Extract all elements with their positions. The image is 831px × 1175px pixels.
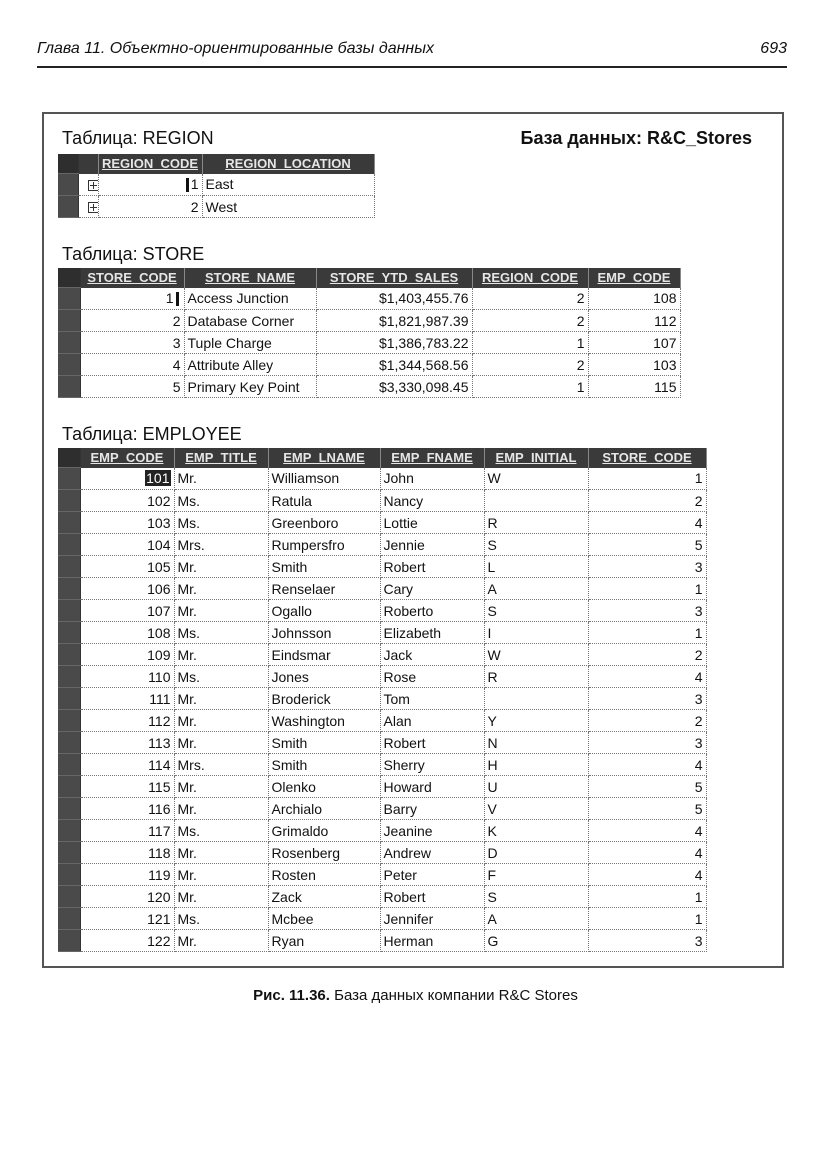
row-selector[interactable] bbox=[58, 688, 80, 710]
table-cell[interactable]: Andrew bbox=[380, 842, 484, 864]
row-selector[interactable] bbox=[58, 820, 80, 842]
table-cell[interactable]: 112 bbox=[588, 310, 680, 332]
table-cell[interactable]: S bbox=[484, 886, 588, 908]
table-cell[interactable]: 1 bbox=[588, 622, 706, 644]
region-header-row bbox=[58, 154, 374, 174]
table-row[interactable] bbox=[58, 310, 680, 332]
table-cell[interactable] bbox=[80, 864, 174, 886]
table-row[interactable] bbox=[58, 490, 706, 512]
table-cell[interactable]: John bbox=[380, 468, 484, 490]
row-selector[interactable] bbox=[58, 174, 78, 196]
table-row[interactable] bbox=[58, 798, 706, 820]
table-cell[interactable]: N bbox=[484, 732, 588, 754]
column-header[interactable]: EMP_FNAME bbox=[380, 448, 484, 468]
column-header[interactable]: STORE_YTD_SALES bbox=[316, 268, 472, 288]
table-cell[interactable]: W bbox=[484, 468, 588, 490]
table-cell[interactable] bbox=[80, 534, 174, 556]
table-row[interactable] bbox=[58, 578, 706, 600]
table-cell[interactable]: Tom bbox=[380, 688, 484, 710]
cell-value: 116 bbox=[148, 800, 171, 817]
table-cell[interactable]: Mrs. bbox=[174, 754, 268, 776]
column-header[interactable]: EMP_LNAME bbox=[268, 448, 380, 468]
table-cell[interactable]: 2 bbox=[472, 354, 588, 376]
cell-value: 115 bbox=[148, 778, 171, 795]
cell-value: 120 bbox=[147, 888, 171, 905]
table-row[interactable] bbox=[58, 174, 374, 196]
cell-value: 118 bbox=[148, 844, 171, 861]
expand-cell[interactable] bbox=[78, 196, 98, 218]
table-cell[interactable]: Mr. bbox=[174, 732, 268, 754]
table-cell[interactable]: 2 bbox=[588, 644, 706, 666]
table-cell[interactable] bbox=[80, 310, 184, 332]
table-cell[interactable]: R bbox=[484, 666, 588, 688]
table-cell[interactable]: 5 bbox=[588, 776, 706, 798]
cell-value: 112 bbox=[148, 712, 171, 729]
table-cell[interactable]: Roberto bbox=[380, 600, 484, 622]
table-cell[interactable]: Mcbee bbox=[268, 908, 380, 930]
table-cell[interactable]: Greenboro bbox=[268, 512, 380, 534]
column-header[interactable]: STORE_NAME bbox=[184, 268, 316, 288]
cell-value: 111 bbox=[149, 690, 171, 707]
table-cell[interactable]: H bbox=[484, 754, 588, 776]
cell-value: 121 bbox=[147, 910, 171, 927]
cell-value: 1 bbox=[165, 290, 174, 307]
table-cell[interactable]: Alan bbox=[380, 710, 484, 732]
table-row[interactable] bbox=[58, 288, 680, 310]
table-cell[interactable]: 3 bbox=[588, 556, 706, 578]
table-cell[interactable]: Broderick bbox=[268, 688, 380, 710]
table-cell[interactable]: Jeanine bbox=[380, 820, 484, 842]
table-cell[interactable]: Mr. bbox=[174, 886, 268, 908]
row-selector[interactable] bbox=[58, 776, 80, 798]
table-cell[interactable]: Robert bbox=[380, 732, 484, 754]
table-row[interactable] bbox=[58, 864, 706, 886]
table-cell[interactable] bbox=[80, 512, 174, 534]
table-cell[interactable] bbox=[80, 556, 174, 578]
row-selector-header[interactable] bbox=[58, 268, 80, 288]
table-cell[interactable] bbox=[484, 490, 588, 512]
table-cell[interactable]: K bbox=[484, 820, 588, 842]
table-cell[interactable]: Mr. bbox=[174, 930, 268, 952]
store-table-label: Таблица: STORE bbox=[62, 244, 205, 264]
table-row[interactable] bbox=[58, 534, 706, 556]
table-cell[interactable]: Robert bbox=[380, 886, 484, 908]
cell-value: 5 bbox=[172, 378, 181, 395]
table-cell[interactable]: Cary bbox=[380, 578, 484, 600]
table-row[interactable] bbox=[58, 196, 374, 218]
table-cell[interactable]: Mr. bbox=[174, 468, 268, 490]
table-cell[interactable]: 3 bbox=[588, 600, 706, 622]
cell-value: 108 bbox=[147, 624, 171, 641]
table-cell[interactable] bbox=[80, 710, 174, 732]
table-cell[interactable]: Ms. bbox=[174, 512, 268, 534]
table-cell[interactable]: Nancy bbox=[380, 490, 484, 512]
cell-value: 113 bbox=[148, 734, 171, 751]
employee-table-label: Таблица: EMPLOYEE bbox=[62, 424, 242, 444]
row-selector-header[interactable] bbox=[58, 154, 78, 174]
cell-value: 101 bbox=[146, 470, 170, 487]
table-cell[interactable]: Mr. bbox=[174, 842, 268, 864]
table-row[interactable] bbox=[58, 710, 706, 732]
table-cell[interactable]: Ms. bbox=[174, 490, 268, 512]
table-cell[interactable]: Barry bbox=[380, 798, 484, 820]
table-cell[interactable] bbox=[484, 688, 588, 710]
row-selector[interactable] bbox=[58, 490, 80, 512]
row-selector[interactable] bbox=[58, 376, 80, 398]
table-cell[interactable]: Howard bbox=[380, 776, 484, 798]
table-cell[interactable]: 1 bbox=[588, 468, 706, 490]
column-header[interactable]: STORE_CODE bbox=[80, 268, 184, 288]
row-selector[interactable] bbox=[58, 332, 80, 354]
table-cell[interactable]: V bbox=[484, 798, 588, 820]
table-cell[interactable]: 4 bbox=[588, 512, 706, 534]
cell-value: 2 bbox=[190, 198, 199, 215]
table-cell[interactable] bbox=[80, 490, 174, 512]
table-cell[interactable]: D bbox=[484, 842, 588, 864]
row-selector[interactable] bbox=[58, 512, 80, 534]
row-selector[interactable] bbox=[58, 354, 80, 376]
table-cell[interactable] bbox=[80, 688, 174, 710]
table-row[interactable] bbox=[58, 622, 706, 644]
table-row[interactable] bbox=[58, 754, 706, 776]
text-cursor bbox=[186, 178, 189, 192]
cell-value: 1 bbox=[190, 176, 199, 193]
table-row[interactable] bbox=[58, 820, 706, 842]
database-label: База данных: R&C_Stores bbox=[520, 128, 752, 148]
table-cell[interactable] bbox=[80, 798, 174, 820]
table-cell[interactable]: 3 bbox=[588, 688, 706, 710]
row-selector[interactable] bbox=[58, 864, 80, 886]
column-header[interactable]: EMP_INITIAL bbox=[484, 448, 588, 468]
column-header[interactable]: EMP_TITLE bbox=[174, 448, 268, 468]
table-cell[interactable]: Jones bbox=[268, 666, 380, 688]
table-cell[interactable]: $1,344,568.56 bbox=[316, 354, 472, 376]
table-cell[interactable]: Ms. bbox=[174, 666, 268, 688]
table-cell[interactable]: U bbox=[484, 776, 588, 798]
table-cell[interactable] bbox=[80, 644, 174, 666]
table-cell[interactable]: Eindsmar bbox=[268, 644, 380, 666]
table-cell[interactable]: $1,403,455.76 bbox=[316, 288, 472, 310]
row-selector-header[interactable] bbox=[58, 448, 80, 468]
table-cell[interactable]: Lottie bbox=[380, 512, 484, 534]
page-number: 693 bbox=[760, 40, 787, 57]
table-cell[interactable]: Smith bbox=[268, 754, 380, 776]
table-cell[interactable]: Ogallo bbox=[268, 600, 380, 622]
row-selector[interactable] bbox=[58, 578, 80, 600]
figure-frame bbox=[42, 112, 784, 968]
table-row[interactable] bbox=[58, 842, 706, 864]
table-cell[interactable]: Herman bbox=[380, 930, 484, 952]
cell-value: 102 bbox=[147, 492, 171, 509]
table-cell[interactable]: 1 bbox=[472, 332, 588, 354]
table-cell[interactable]: Peter bbox=[380, 864, 484, 886]
table-row[interactable] bbox=[58, 600, 706, 622]
caption-number: Рис. 11.36. bbox=[253, 987, 330, 1004]
row-selector[interactable] bbox=[58, 600, 80, 622]
region-table bbox=[58, 154, 375, 218]
table-cell[interactable] bbox=[98, 174, 202, 196]
table-cell[interactable]: Mr. bbox=[174, 798, 268, 820]
table-cell[interactable]: 1 bbox=[472, 376, 588, 398]
table-cell[interactable]: Mr. bbox=[174, 864, 268, 886]
cell-value: 3 bbox=[172, 334, 181, 351]
table-cell[interactable]: Renselaer bbox=[268, 578, 380, 600]
table-row[interactable] bbox=[58, 732, 706, 754]
table-cell[interactable]: Mr. bbox=[174, 578, 268, 600]
table-cell[interactable] bbox=[80, 332, 184, 354]
store-header-row bbox=[58, 268, 680, 288]
table-cell[interactable] bbox=[80, 930, 174, 952]
table-cell[interactable]: 2 bbox=[472, 310, 588, 332]
table-cell[interactable]: A bbox=[484, 578, 588, 600]
table-cell[interactable]: 108 bbox=[588, 288, 680, 310]
row-selector[interactable] bbox=[58, 196, 78, 218]
row-selector[interactable] bbox=[58, 468, 80, 490]
table-cell[interactable]: I bbox=[484, 622, 588, 644]
table-cell[interactable]: Tuple Charge bbox=[184, 332, 316, 354]
table-row[interactable] bbox=[58, 556, 706, 578]
table-cell[interactable] bbox=[80, 468, 174, 490]
table-cell[interactable]: Johnsson bbox=[268, 622, 380, 644]
table-cell[interactable]: Smith bbox=[268, 732, 380, 754]
table-cell[interactable]: West bbox=[202, 196, 374, 218]
table-cell[interactable]: 5 bbox=[588, 798, 706, 820]
table-cell[interactable]: Jennie bbox=[380, 534, 484, 556]
table-cell[interactable]: Jack bbox=[380, 644, 484, 666]
table-cell[interactable]: S bbox=[484, 534, 588, 556]
table-cell[interactable]: Archialo bbox=[268, 798, 380, 820]
row-selector[interactable] bbox=[58, 644, 80, 666]
row-selector[interactable] bbox=[58, 310, 80, 332]
row-selector[interactable] bbox=[58, 534, 80, 556]
table-cell[interactable]: Mr. bbox=[174, 710, 268, 732]
table-cell[interactable]: Smith bbox=[268, 556, 380, 578]
table-row[interactable] bbox=[58, 776, 706, 798]
cell-value: 122 bbox=[147, 932, 171, 949]
table-cell[interactable]: L bbox=[484, 556, 588, 578]
chapter-title: Глава 11. Объектно-ориентированные базы данных bbox=[37, 40, 434, 57]
column-header[interactable]: EMP_CODE bbox=[588, 268, 680, 288]
row-selector[interactable] bbox=[58, 710, 80, 732]
table-cell[interactable]: Washington bbox=[268, 710, 380, 732]
employee-table bbox=[58, 448, 707, 952]
cell-value: 110 bbox=[148, 668, 171, 685]
table-cell[interactable]: Ms. bbox=[174, 622, 268, 644]
table-cell[interactable]: 4 bbox=[588, 666, 706, 688]
table-cell[interactable]: Grimaldo bbox=[268, 820, 380, 842]
table-row[interactable] bbox=[58, 930, 706, 952]
table-cell[interactable]: 1 bbox=[588, 886, 706, 908]
table-row[interactable] bbox=[58, 886, 706, 908]
table-cell[interactable]: 4 bbox=[588, 842, 706, 864]
table-cell[interactable]: East bbox=[202, 174, 374, 196]
cell-value: 114 bbox=[148, 756, 171, 773]
text-cursor bbox=[176, 292, 179, 306]
caption-text: База данных компании R&C Stores bbox=[334, 987, 578, 1004]
table-cell[interactable]: Rosten bbox=[268, 864, 380, 886]
table-cell[interactable]: 3 bbox=[588, 930, 706, 952]
running-header bbox=[37, 40, 787, 68]
row-selector[interactable] bbox=[58, 732, 80, 754]
expand-cell[interactable] bbox=[78, 174, 98, 196]
cell-value: 119 bbox=[148, 866, 171, 883]
row-selector[interactable] bbox=[58, 556, 80, 578]
cell-value: 107 bbox=[147, 602, 171, 619]
table-cell[interactable] bbox=[80, 666, 174, 688]
cell-value: 109 bbox=[147, 646, 171, 663]
expand-column-header bbox=[78, 154, 98, 174]
table-cell[interactable] bbox=[80, 732, 174, 754]
table-cell[interactable]: 1 bbox=[588, 908, 706, 930]
table-cell[interactable] bbox=[80, 354, 184, 376]
row-selector[interactable] bbox=[58, 908, 80, 930]
table-cell[interactable]: 103 bbox=[588, 354, 680, 376]
table-row[interactable] bbox=[58, 376, 680, 398]
column-header[interactable]: STORE_CODE bbox=[588, 448, 706, 468]
table-cell[interactable] bbox=[80, 622, 174, 644]
store-table bbox=[58, 268, 681, 398]
table-cell[interactable]: A bbox=[484, 908, 588, 930]
cell-value: 117 bbox=[148, 822, 171, 839]
table-cell[interactable]: F bbox=[484, 864, 588, 886]
table-cell[interactable]: Ms. bbox=[174, 908, 268, 930]
table-cell[interactable]: Ms. bbox=[174, 820, 268, 842]
table-cell[interactable]: Mr. bbox=[174, 600, 268, 622]
table-row[interactable] bbox=[58, 512, 706, 534]
column-header[interactable]: EMP_CODE bbox=[80, 448, 174, 468]
cell-value: 103 bbox=[147, 514, 171, 531]
row-selector[interactable] bbox=[58, 622, 80, 644]
table-cell[interactable]: Williamson bbox=[268, 468, 380, 490]
table-cell[interactable] bbox=[80, 754, 174, 776]
table-cell[interactable]: Attribute Alley bbox=[184, 354, 316, 376]
table-cell[interactable] bbox=[80, 886, 174, 908]
employee-header-row bbox=[58, 448, 706, 468]
row-selector[interactable] bbox=[58, 842, 80, 864]
table-cell[interactable]: Database Corner bbox=[184, 310, 316, 332]
table-cell[interactable]: G bbox=[484, 930, 588, 952]
table-cell[interactable]: Access Junction bbox=[184, 288, 316, 310]
cell-value: 4 bbox=[172, 356, 181, 373]
table-row[interactable] bbox=[58, 688, 706, 710]
table-cell[interactable] bbox=[80, 908, 174, 930]
table-row[interactable] bbox=[58, 644, 706, 666]
table-cell[interactable] bbox=[98, 196, 202, 218]
table-cell[interactable]: R bbox=[484, 512, 588, 534]
table-cell[interactable] bbox=[80, 288, 184, 310]
table-cell[interactable]: 1 bbox=[588, 578, 706, 600]
table-cell[interactable]: Primary Key Point bbox=[184, 376, 316, 398]
table-cell[interactable]: 4 bbox=[588, 754, 706, 776]
table-row[interactable] bbox=[58, 354, 680, 376]
table-row[interactable] bbox=[58, 666, 706, 688]
table-cell[interactable]: 2 bbox=[472, 288, 588, 310]
table-cell[interactable] bbox=[80, 820, 174, 842]
expand-plus-icon[interactable] bbox=[88, 180, 99, 191]
table-cell[interactable]: Rose bbox=[380, 666, 484, 688]
cell-value: 2 bbox=[172, 312, 181, 329]
table-cell[interactable]: Robert bbox=[380, 556, 484, 578]
table-cell[interactable]: 2 bbox=[588, 710, 706, 732]
table-cell[interactable]: Mr. bbox=[174, 776, 268, 798]
table-row[interactable] bbox=[58, 332, 680, 354]
table-cell[interactable]: 4 bbox=[588, 820, 706, 842]
table-cell[interactable]: $1,386,783.22 bbox=[316, 332, 472, 354]
table-cell[interactable]: 3 bbox=[588, 732, 706, 754]
row-selector[interactable] bbox=[58, 666, 80, 688]
table-cell[interactable]: Mr. bbox=[174, 688, 268, 710]
table-cell[interactable]: 115 bbox=[588, 376, 680, 398]
column-header[interactable]: REGION_LOCATION bbox=[202, 154, 374, 174]
table-cell[interactable]: $1,821,987.39 bbox=[316, 310, 472, 332]
region-table-label: Таблица: REGION bbox=[62, 128, 214, 148]
table-cell[interactable]: 2 bbox=[588, 490, 706, 512]
cell-value: 105 bbox=[147, 558, 171, 575]
table-cell[interactable]: $3,330,098.45 bbox=[316, 376, 472, 398]
figure-caption bbox=[0, 987, 831, 1004]
table-cell[interactable]: 107 bbox=[588, 332, 680, 354]
cell-value: 106 bbox=[147, 580, 171, 597]
table-cell[interactable]: Mr. bbox=[174, 556, 268, 578]
expand-plus-icon[interactable] bbox=[88, 202, 99, 213]
table-row[interactable] bbox=[58, 908, 706, 930]
table-row[interactable] bbox=[58, 468, 706, 490]
column-header[interactable]: REGION_CODE bbox=[98, 154, 202, 174]
table-cell[interactable] bbox=[80, 376, 184, 398]
table-cell[interactable]: Olenko bbox=[268, 776, 380, 798]
column-header[interactable]: REGION_CODE bbox=[472, 268, 588, 288]
table-cell[interactable] bbox=[80, 600, 174, 622]
row-selector[interactable] bbox=[58, 930, 80, 952]
table-cell[interactable]: Elizabeth bbox=[380, 622, 484, 644]
table-cell[interactable]: Mr. bbox=[174, 644, 268, 666]
table-cell[interactable]: Ratula bbox=[268, 490, 380, 512]
row-selector[interactable] bbox=[58, 798, 80, 820]
table-cell[interactable]: Rosenberg bbox=[268, 842, 380, 864]
table-cell[interactable]: W bbox=[484, 644, 588, 666]
table-cell[interactable]: 4 bbox=[588, 864, 706, 886]
cell-value: 104 bbox=[147, 536, 171, 553]
table-cell[interactable] bbox=[80, 578, 174, 600]
row-selector[interactable] bbox=[58, 886, 80, 908]
table-cell[interactable]: Zack bbox=[268, 886, 380, 908]
table-cell[interactable] bbox=[80, 842, 174, 864]
table-cell[interactable] bbox=[80, 776, 174, 798]
table-cell[interactable]: Sherry bbox=[380, 754, 484, 776]
table-cell[interactable]: Jennifer bbox=[380, 908, 484, 930]
table-cell[interactable]: Y bbox=[484, 710, 588, 732]
table-cell[interactable]: 5 bbox=[588, 534, 706, 556]
table-cell[interactable]: Ryan bbox=[268, 930, 380, 952]
row-selector[interactable] bbox=[58, 288, 80, 310]
table-cell[interactable]: Mrs. bbox=[174, 534, 268, 556]
table-cell[interactable]: Rumpersfro bbox=[268, 534, 380, 556]
row-selector[interactable] bbox=[58, 754, 80, 776]
table-cell[interactable]: S bbox=[484, 600, 588, 622]
